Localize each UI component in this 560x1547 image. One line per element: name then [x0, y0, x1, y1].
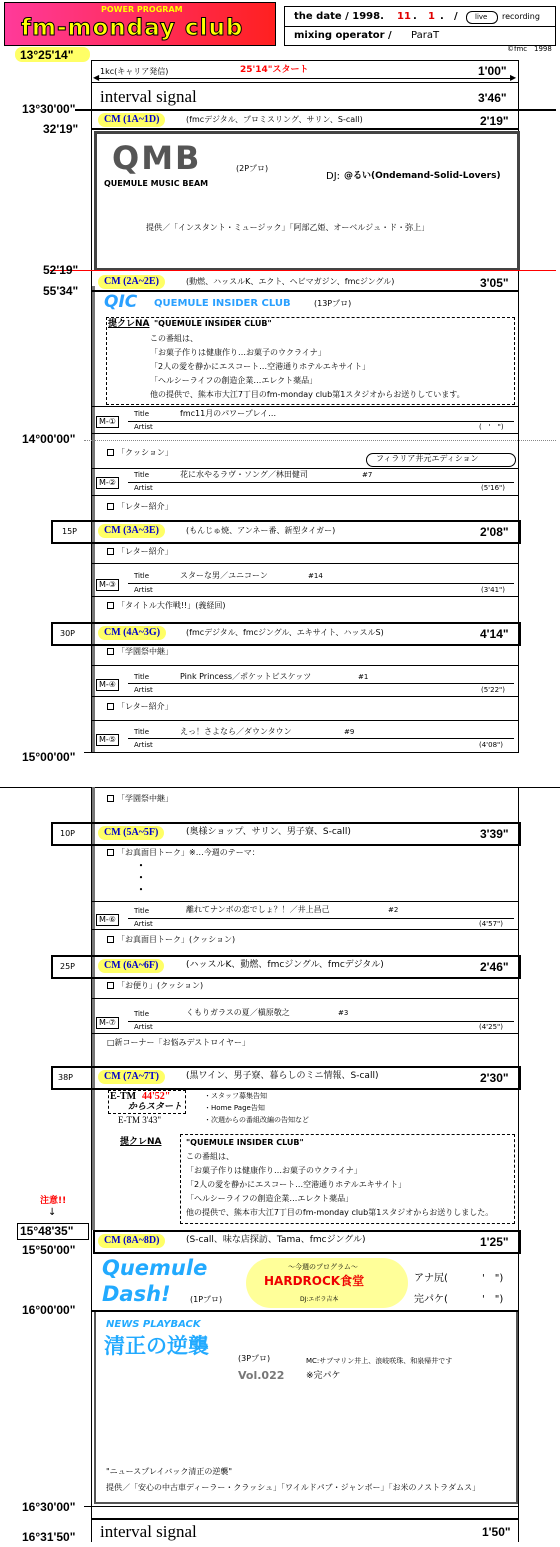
m3-title-label: Title — [134, 572, 150, 580]
etm-label: E-TM — [110, 1091, 137, 1102]
cm3-duration: 2'08" — [480, 525, 509, 539]
truth-2-label: 「お真面目トーク」(クッション) — [117, 935, 236, 944]
cm2-label: CM (2A~2E) — [98, 275, 165, 289]
time-52-19: 52'19" — [43, 263, 79, 277]
kc-arrow — [96, 78, 514, 79]
na-line-2: 「お菓子作りは健康作り…お菓子のウクライナ」 — [186, 1166, 362, 1175]
cm6-label: CM (6A~6F) — [98, 959, 164, 973]
np-label: NEWS PLAYBACK — [106, 1319, 201, 1330]
hardrock-top: 〜今週のプログラム〜 — [288, 1263, 358, 1271]
etm-len: E-TM 3'43" — [118, 1115, 162, 1125]
na-line-5: 他の提供で、熊本市大江7丁目のfm-monday club第1スタジオからお送りしました。 — [186, 1208, 494, 1217]
na-line-4: 「ヘルシーライフの創造企業…エレクト薬品」 — [186, 1194, 354, 1203]
time-caution: 15°48'35" — [20, 1224, 74, 1238]
interval-duration: 3'46" — [478, 91, 507, 105]
m3-no: #14 — [308, 572, 323, 580]
date-day: 1 — [428, 11, 435, 22]
qic-line-1: この番組は、 — [150, 334, 198, 343]
logo-text: fm-monday club — [21, 15, 244, 41]
time-15-50: 15°50'00" — [22, 1243, 76, 1257]
m1-artist-label: Artist — [134, 423, 153, 431]
rule-letter3 — [91, 720, 519, 721]
p25: 25P — [60, 962, 76, 971]
kc-duration: 1'00" — [478, 64, 507, 78]
qmb-pro: (2Pプロ) — [236, 164, 269, 173]
school-2 — [107, 795, 173, 803]
m3-rule — [128, 583, 514, 584]
m7-no: #3 — [338, 1009, 349, 1017]
qic-logo: QIC — [104, 292, 138, 312]
m5-time: (4'08") — [479, 741, 503, 749]
m6-tag: M-⑥ — [96, 914, 119, 926]
etm-time: 44'52" — [142, 1091, 171, 1102]
truth-1 — [107, 849, 260, 857]
copyright-year: 1998 — [534, 45, 552, 53]
qic-line-2: 「お菓子作りは健康作り…お菓子のウクライナ」 — [150, 348, 326, 357]
m4-artist-label: Artist — [134, 686, 153, 694]
hardrock-title: HARDROCK食堂 — [264, 1274, 365, 1288]
rule-52-19 — [50, 270, 556, 271]
qic-na-label: 提クレNA — [108, 319, 150, 329]
np-sponsor: 提供／「安心の中古車ディーラー・クラッシュ」「ワイルドパブ・ジャンボー」「お米のノストラダムス」 — [106, 1483, 481, 1492]
m6-rule — [128, 918, 514, 919]
m4-title-label: Title — [134, 673, 150, 681]
m2-tag: M-② — [96, 477, 119, 489]
kc-label: 1kc(キャリア発信) — [100, 67, 169, 76]
m7-title-label: Title — [134, 1010, 150, 1018]
p30: 30P — [60, 629, 76, 638]
m5-tag: M-⑤ — [96, 734, 119, 746]
dot-2: ・ — [136, 873, 146, 884]
np-title: 清正の逆襲 — [104, 1334, 209, 1358]
time-16-31: 16°31'50" — [22, 1530, 76, 1544]
m5-title: えっ！さよなら／ダウンタウン — [180, 727, 292, 736]
ana-label: アナ尻( — [414, 1273, 448, 1284]
qic-title: QUEMULE INSIDER CLUB — [154, 298, 291, 309]
letter-3-label: 「レター紹介」 — [117, 702, 173, 711]
date-month: 11 — [397, 11, 411, 22]
cm8-label: CM (8A~8D) — [98, 1234, 165, 1248]
np-na: "ニュースプレイバック清正の逆襲" — [106, 1467, 233, 1476]
qic-line-5: 他の提供で、熊本市大江7丁目のfm-monday club第1スタジオからお送りしています。 — [150, 390, 465, 399]
p38: 38P — [58, 1073, 74, 1082]
m5-rule — [128, 738, 514, 739]
cm4-desc: (fmcデジタル、fmcジングル、エキサイト、ハッスルS) — [186, 628, 384, 637]
rule-14-00-dotted — [84, 440, 556, 442]
qmb-dj-label: DJ: — [326, 171, 341, 182]
na-title: "QUEMULE INSIDER CLUB" — [186, 1138, 304, 1147]
ana-time: ' ") — [482, 1273, 504, 1284]
m1-tag: M-① — [96, 416, 119, 428]
m3-time: (3'41") — [481, 586, 505, 594]
np-mc: MC:サブマリン井上、浪岐咲珠、和泉帰井です — [306, 1357, 453, 1365]
cm4-label: CM (4A~3G) — [98, 626, 166, 640]
m1-time: ( ' ") — [479, 423, 504, 431]
letter-3 — [107, 703, 173, 711]
page1-left-bar — [92, 286, 95, 752]
cm2-duration: 3'05" — [480, 276, 509, 290]
date-slash: / — [454, 11, 458, 22]
m5-artist-label: Artist — [134, 741, 153, 749]
start-time: 13°25'14" — [20, 48, 74, 62]
letter-1-label: 「レター紹介」 — [117, 502, 173, 511]
m4-time: (5'22") — [481, 686, 505, 694]
mixing-label: mixing operator / — [294, 30, 392, 41]
filaria-label: フィラリア井元エディション — [376, 454, 479, 463]
na-line-1: この番組は、 — [186, 1152, 234, 1161]
m4-title: Pink Princess／ポケットビスケッツ — [180, 672, 312, 681]
time-14-00: 14°00'00" — [22, 432, 76, 446]
na-label: 提クレNA — [120, 1137, 162, 1147]
cm3-desc: (もんじゅ焼、アンネー番、新型タイガー) — [186, 526, 336, 535]
m3-tag: M-③ — [96, 579, 119, 591]
dot-1: ・ — [136, 861, 146, 872]
rule-cushion — [91, 468, 519, 469]
recording-label: recording — [502, 12, 540, 21]
interval-signal: interval signal — [100, 87, 197, 106]
qmb-logo: QMB — [112, 139, 202, 177]
header-divider — [284, 26, 556, 27]
kan-label: 完パケ( — [414, 1294, 448, 1305]
page2-left-bar — [92, 787, 95, 1230]
m3-title: スターな男／ユニコーン — [180, 571, 268, 580]
cm8-duration: 1'25" — [480, 1235, 509, 1249]
rule-m2 — [91, 495, 519, 496]
rule-letter2 — [91, 563, 519, 564]
cm6-duration: 2'46" — [480, 960, 509, 974]
kc-arrow-left-icon: ◀ — [93, 73, 100, 82]
rule-kc — [91, 82, 519, 83]
letter-4-label: 「お便り」(クッション) — [117, 981, 204, 990]
np-pro: (3Pプロ) — [238, 1354, 271, 1363]
m6-time: (4'57") — [479, 920, 503, 928]
live-label: live — [475, 13, 488, 21]
m6-no: #2 — [388, 906, 399, 914]
qmb-subtitle: QUEMULE MUSIC BEAM — [104, 179, 209, 188]
cm7-duration: 2'30" — [480, 1071, 509, 1085]
time-32-19: 32'19" — [43, 122, 79, 136]
note-3: ・次週からの番組改編の告知など — [204, 1116, 309, 1124]
letter-2 — [107, 548, 173, 556]
m2-title-label: Title — [134, 471, 150, 479]
m2-rule — [128, 482, 514, 483]
rule-55-34 — [91, 290, 519, 292]
rule-school1 — [91, 665, 519, 666]
m7-time: (4'25") — [479, 1023, 503, 1031]
m7-title: くもりガラスの夏／槇原敬之 — [186, 1008, 290, 1017]
m7-rule — [128, 1021, 514, 1022]
qic-line-3: 「2人の愛を静かにエスコート…空港通りホテルエキサイト」 — [150, 362, 371, 371]
cm3-label: CM (3A~3E) — [98, 524, 165, 538]
date-label: the date / 1998. — [294, 11, 384, 22]
time-16-30: 16°30'00" — [22, 1500, 76, 1514]
m2-title: 花に水やるラヴ・ソング／林田健司 — [180, 470, 308, 479]
time-55-34: 55'34" — [43, 284, 79, 298]
qic-pro: (13Pプロ) — [314, 299, 352, 308]
rule-m3 — [91, 596, 519, 597]
m2-artist-label: Artist — [134, 484, 153, 492]
note-2: ・Home Page告知 — [204, 1104, 265, 1112]
cushion — [107, 449, 173, 457]
letter-2-label: 「レター紹介」 — [117, 547, 173, 556]
rule-letter4 — [91, 998, 519, 999]
p10: 10P — [60, 829, 76, 838]
na-line-3: 「2人の愛を静かにエスコート…空港通りホテルエキサイト」 — [186, 1180, 407, 1189]
truth-2 — [107, 936, 235, 944]
qd-logo-line-2: Dash! — [102, 1282, 171, 1306]
etm-start: からスタート — [128, 1101, 183, 1111]
caution-arrow-icon: ↓ — [48, 1207, 57, 1218]
cushion-label: 「クッション」 — [117, 448, 173, 457]
m4-rule — [128, 683, 514, 684]
kc-arrow-right-icon: ▶ — [510, 73, 517, 82]
cm7-label: CM (7A~7T) — [98, 1070, 165, 1084]
new-corner: □新コーナー「お悩みデストロイヤー」 — [107, 1038, 250, 1047]
cm5-desc: (奥様ショップ、サリン、男子寮、S-call) — [186, 827, 351, 837]
qmb-dj-name: @るい(Ondemand-Solid-Lovers) — [344, 171, 501, 181]
qd-pro: (1Pプロ) — [190, 1295, 223, 1304]
letter-4 — [107, 982, 203, 990]
m4-tag: M-④ — [96, 679, 119, 691]
cm1-duration: 2'19" — [480, 114, 509, 128]
time-13-30: 13°30'00" — [22, 102, 76, 116]
logo-block — [4, 2, 276, 46]
school-1-label: 「学園祭中継」 — [117, 647, 173, 656]
np-kan: ※完パケ — [306, 1371, 341, 1381]
power-program-label: POWER PROGRAM — [101, 5, 183, 14]
m5-title-label: Title — [134, 728, 150, 736]
cm5-label: CM (5A~5F) — [98, 826, 164, 840]
kc-start: 25'14"スタート — [240, 65, 309, 75]
m4-no: #1 — [358, 673, 369, 681]
rule-15-00 — [84, 752, 519, 753]
kan-time: ' ") — [482, 1294, 504, 1305]
m2-no: #7 — [362, 471, 373, 479]
rule-m6 — [91, 929, 519, 930]
qic-line-4: 「ヘルシーライフの創造企業…エレクト薬品」 — [150, 376, 318, 385]
cm8-desc: (S-call、味な店探訪、Tama、fmcジングル) — [186, 1235, 366, 1245]
interval-signal-2: interval signal — [100, 1522, 197, 1541]
m7-tag: M-⑦ — [96, 1017, 119, 1029]
school-2-label: 「学園祭中継」 — [117, 794, 173, 803]
dot-3: ・ — [136, 885, 146, 896]
cm5-duration: 3'39" — [480, 827, 509, 841]
copyright: ©fmc — [507, 45, 528, 53]
rule-32-19 — [91, 128, 519, 130]
cm7-desc: (黒ワイン、男子寮、暮らしのミニ情報、S-call) — [186, 1071, 379, 1081]
title-plan — [107, 602, 226, 610]
caution-label: 注意!! — [40, 1196, 67, 1206]
qd-logo-line-1: Quemule — [102, 1256, 208, 1280]
letter-1 — [107, 503, 173, 511]
p15: 15P — [62, 527, 78, 536]
page2-top-rule — [0, 787, 560, 788]
hardrock-dj: DJ:エボラ吉本 — [300, 1296, 339, 1303]
cm2-desc: (動燃、ハッスルK、エクト、ヘビマガジン、fmcジングル) — [186, 277, 395, 286]
m1-title: fmc11月のパワープレイ… — [180, 409, 277, 418]
rule-13-30 — [36, 109, 556, 111]
title-plan-label: 「タイトル大作戦!!」(義経回) — [117, 601, 226, 610]
rule-16-30 — [84, 1506, 519, 1507]
rule-truth1 — [91, 901, 519, 902]
m3-artist-label: Artist — [134, 586, 153, 594]
m5-no: #9 — [344, 728, 355, 736]
interval-2-duration: 1'50" — [482, 1525, 511, 1539]
date-sep-2: . — [440, 11, 444, 22]
m1-rule — [128, 421, 514, 422]
rule-m4 — [91, 696, 519, 697]
note-1: ・スタッフ募集告知 — [204, 1092, 267, 1100]
qic-na-title: "QUEMULE INSIDER CLUB" — [154, 319, 272, 328]
rule-m7 — [91, 1033, 519, 1034]
time-15-00: 15°00'00" — [22, 750, 76, 764]
m6-title: 離れてナンボの恋でしょ？！／井上昌己 — [186, 905, 330, 914]
rule-16-31 — [91, 1518, 519, 1520]
rule-m1 — [91, 433, 519, 434]
cm1-label: CM (1A~1D) — [98, 113, 165, 127]
np-vol: Vol.022 — [238, 1369, 285, 1382]
time-16-00: 16°00'00" — [22, 1303, 76, 1317]
cm6-desc: (ハッスルK、動燃、fmcジングル、fmcデジタル) — [186, 960, 384, 970]
date-sep: . — [413, 11, 417, 22]
mixing-name: ParaT — [411, 30, 440, 41]
m6-title-label: Title — [134, 907, 150, 915]
cm4-duration: 4'14" — [480, 627, 509, 641]
m1-title-label: Title — [134, 410, 150, 418]
rule-top — [91, 60, 519, 61]
m7-artist-label: Artist — [134, 1023, 153, 1031]
qmb-sponsor: 提供／「インスタント・ミュージック」「阿部乙姫、オーベルジュ・ド・弥上」 — [146, 223, 430, 232]
school-1 — [107, 648, 173, 656]
cm1-desc: (fmcデジタル、プロミスリング、サリン、S-call) — [186, 115, 363, 124]
rule-qic — [91, 406, 519, 407]
live-badge — [466, 11, 498, 24]
truth-1-label: 「お真面目トーク」※…今週のテーマ： — [117, 848, 260, 857]
m2-time: (5'16") — [481, 484, 505, 492]
m6-artist-label: Artist — [134, 920, 153, 928]
